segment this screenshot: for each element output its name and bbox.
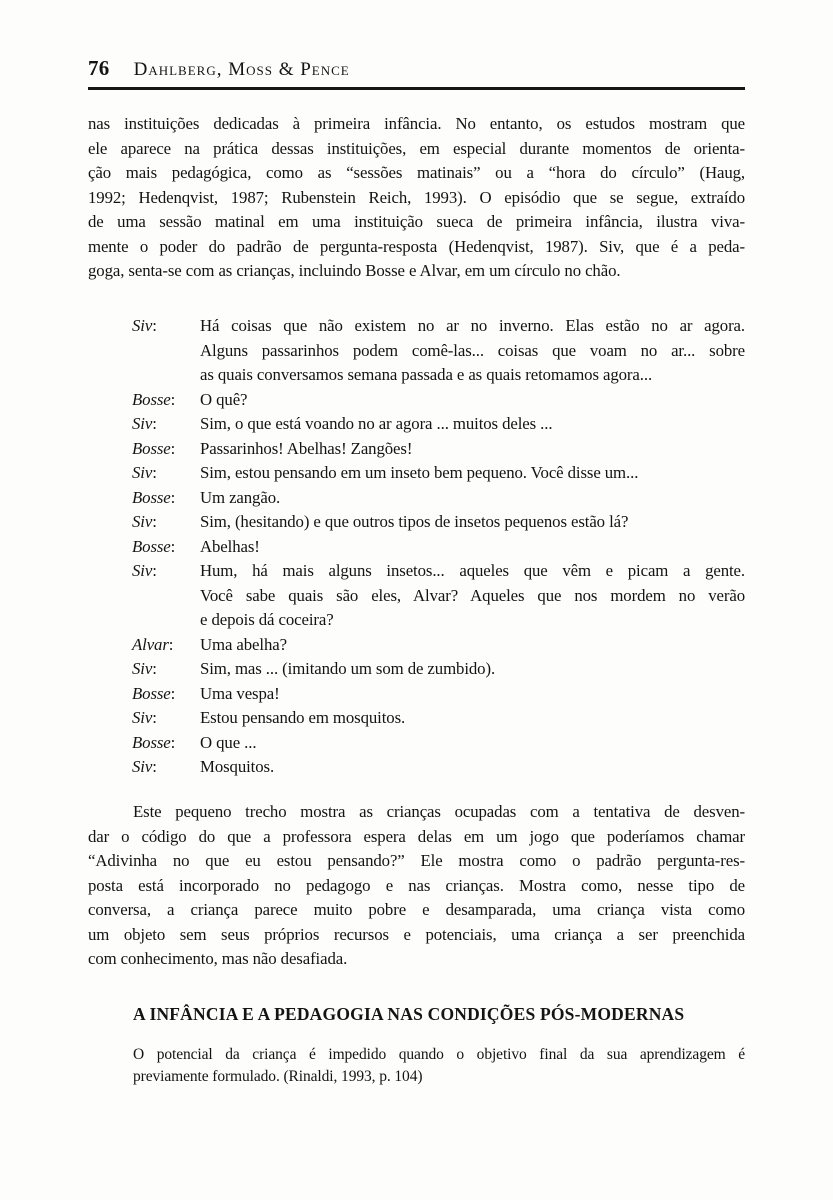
dialogue-text xyxy=(200,755,745,780)
text-line: um objeto sem seus próprios recursos e potenciais, uma criança a ser preenchida xyxy=(88,924,745,944)
paragraph-1 xyxy=(88,112,745,284)
text-line: Alguns passarinhos podem comê-las... coisas que voam no ar... sobre xyxy=(200,340,745,360)
dialogue-speaker: Siv: xyxy=(132,561,157,580)
dialogue-speaker: Alvar: xyxy=(132,634,174,654)
text-line: Estou pensando em mosquitos. xyxy=(200,708,406,727)
dialogue-utterance xyxy=(132,412,745,437)
dialogue-speaker: Bosse: xyxy=(132,438,176,458)
text-line: com conhecimento, mas não desafiada. xyxy=(88,949,348,968)
dialogue-utterance xyxy=(132,755,745,780)
text-line: ção mais pedagógica, como as “sessões matinais” ou a “hora do círculo” (Haug, xyxy=(88,163,745,182)
dialogue-utterance xyxy=(132,437,745,462)
text-line: “Adivinha no que eu estou pensando?” Ele mostra como o padrão pergunta-res- xyxy=(88,851,745,870)
dialogue-speaker: Siv: xyxy=(132,414,157,433)
text-line: O que ... xyxy=(200,732,257,752)
text-line: Há coisas que não existem no ar no inverno. Elas estão no ar agora. xyxy=(200,316,745,335)
dialogue-text xyxy=(200,314,745,388)
dialogue-utterance xyxy=(132,486,745,511)
text-line: conversa, a criança parece muito pobre e desamparada, uma criança vista como xyxy=(88,900,745,919)
text-line: Sim, mas ... (imitando um som de zumbido). xyxy=(200,659,496,678)
text-line: dar o código do que a professora espera delas em um jogo que poderíamos chamar xyxy=(88,826,745,846)
dialogue-speaker: Siv: xyxy=(132,463,157,482)
text-line: goga, senta-se com as crianças, incluindo Bosse e Alvar, em um círculo no chão. xyxy=(88,261,621,280)
section-heading: A INFÂNCIA E A PEDAGOGIA NAS CONDIÇÕES PÓS-MODERNAS xyxy=(133,1004,685,1024)
block-quote xyxy=(133,1044,745,1088)
dialogue-utterance xyxy=(132,314,745,388)
paragraph-2 xyxy=(88,800,745,972)
text-line: ele aparece na prática dessas instituições, em especial durante momentos de orienta- xyxy=(88,138,745,158)
text-line: Sim, estou pensando em um inseto bem pequeno. Você disse um... xyxy=(200,463,639,482)
dialogue-text xyxy=(200,731,745,756)
text-line: Sim, o que está voando no ar agora ... muitos deles ... xyxy=(200,414,553,433)
dialogue-utterance xyxy=(132,706,745,731)
dialogue-utterance xyxy=(132,535,745,560)
text-line: as quais conversamos semana passada e as quais retomamos agora... xyxy=(200,365,653,384)
dialogue-speaker: Bosse: xyxy=(132,487,176,507)
page-number: 76 xyxy=(88,56,110,80)
dialogue-utterance xyxy=(132,510,745,535)
dialogue-text xyxy=(200,706,745,731)
dialogue-text xyxy=(200,633,745,658)
dialogue-text xyxy=(200,437,745,462)
text-line: Hum, há mais alguns insetos... aqueles que vêm e picam a gente. xyxy=(200,561,745,580)
text-line: O quê? xyxy=(200,389,248,409)
dialogue-text xyxy=(200,535,745,560)
text-line: O potencial da criança é impedido quando o objetivo final da sua aprendizagem é xyxy=(133,1046,745,1063)
dialogue-utterance xyxy=(132,657,745,682)
dialogue-speaker: Bosse: xyxy=(132,389,176,409)
dialogue-speaker: Siv: xyxy=(132,316,157,335)
text-line: de uma sessão matinal em uma instituição sueca de primeira infância, ilustra viva- xyxy=(88,212,745,231)
dialogue-utterance xyxy=(132,731,745,756)
dialogue-speaker: Siv: xyxy=(132,512,157,531)
dialogue-text xyxy=(200,461,745,486)
dialogue-text xyxy=(200,510,745,535)
text-line: Abelhas! xyxy=(200,536,260,556)
page-header xyxy=(88,56,745,81)
dialogue-utterance xyxy=(132,559,745,633)
dialogue-text xyxy=(200,657,745,682)
dialogue-utterance xyxy=(132,388,745,413)
dialogue-speaker: Siv: xyxy=(132,659,157,678)
text-line: 1992; Hedenqvist, 1987; Rubenstein Reich, 1993). O episódio que se segue, extraído xyxy=(88,187,745,207)
dialogue-text xyxy=(200,388,745,413)
text-line: Você sabe quais são eles, Alvar? Aqueles que nos mordem no verão xyxy=(200,585,745,605)
dialogue-utterance xyxy=(132,461,745,486)
dialogue-speaker: Siv: xyxy=(132,757,157,776)
text-line: Um zangão. xyxy=(200,487,281,507)
text-line: Este pequeno trecho mostra as crianças ocupadas com a tentativa de desven- xyxy=(133,802,745,821)
text-line: mente o poder do padrão de pergunta-resposta (Hedenqvist, 1987). Siv, que é a peda- xyxy=(88,236,745,256)
running-head: Dahlberg, Moss & Pence xyxy=(133,59,350,80)
text-line: previamente formulado. (Rinaldi, 1993, p. 104) xyxy=(133,1068,423,1085)
dialogue-speaker: Bosse: xyxy=(132,732,176,752)
dialogue-text xyxy=(200,486,745,511)
dialogue-speaker: Bosse: xyxy=(132,536,176,556)
dialogue-text xyxy=(200,412,745,437)
text-line: nas instituições dedicadas à primeira infância. No entanto, os estudos mostram que xyxy=(88,114,745,133)
dialogue-transcript xyxy=(132,314,745,780)
dialogue-text xyxy=(200,559,745,633)
text-line: e depois dá coceira? xyxy=(200,610,334,629)
text-line: posta está incorporado no pedagogo e nas crianças. Mostra como, nesse tipo de xyxy=(88,875,745,895)
text-line: Uma vespa! xyxy=(200,683,280,703)
dialogue-utterance xyxy=(132,633,745,658)
text-line: Sim, (hesitando) e que outros tipos de insetos pequenos estão lá? xyxy=(200,512,629,531)
text-line: Mosquitos. xyxy=(200,757,275,776)
dialogue-speaker: Siv: xyxy=(132,708,157,727)
header-rule xyxy=(88,87,745,90)
text-line: Uma abelha? xyxy=(200,634,287,654)
dialogue-utterance xyxy=(132,682,745,707)
text-line: Passarinhos! Abelhas! Zangões! xyxy=(200,438,413,458)
dialogue-text xyxy=(200,682,745,707)
dialogue-speaker: Bosse: xyxy=(132,683,176,703)
